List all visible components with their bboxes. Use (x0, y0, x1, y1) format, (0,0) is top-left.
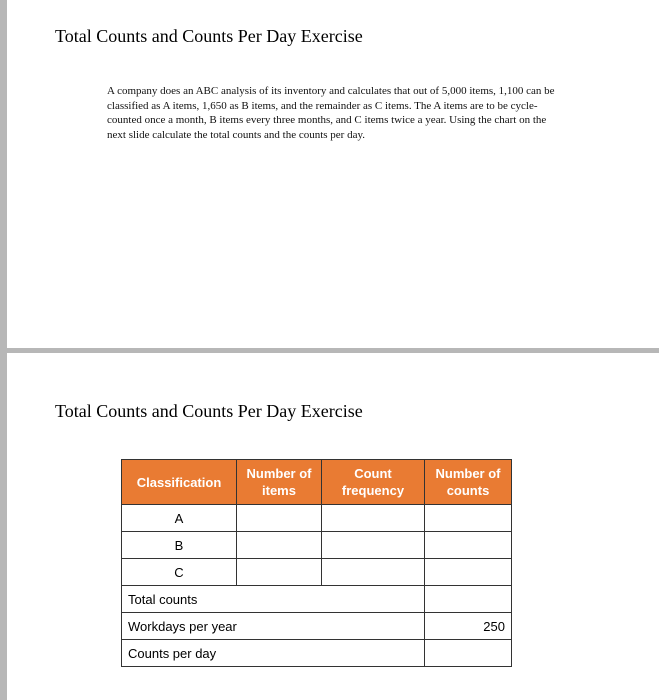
c-items-cell (237, 559, 322, 586)
header-count-frequency: Count frequency (322, 460, 425, 505)
workdays-value: 250 (425, 613, 512, 640)
b-counts-cell (425, 532, 512, 559)
header-number-of-items: Number of items (237, 460, 322, 505)
header-classification: Classification (122, 460, 237, 505)
table-row-b (122, 532, 512, 559)
a-counts-cell (425, 505, 512, 532)
table-row-a (122, 505, 512, 532)
a-frequency-cell (322, 505, 425, 532)
b-items-cell (237, 532, 322, 559)
header-number-of-counts: Number of counts (425, 460, 512, 505)
slide-1 (7, 0, 659, 348)
table-row-counts-per-day (122, 640, 512, 667)
c-counts-cell (425, 559, 512, 586)
total-counts-value (425, 586, 512, 613)
table-header-row (122, 460, 512, 505)
slide-2 (7, 353, 659, 700)
counts-per-day-value (425, 640, 512, 667)
counts-per-day-label: Counts per day (122, 640, 425, 667)
a-items-cell (237, 505, 322, 532)
b-frequency-cell (322, 532, 425, 559)
c-frequency-cell (322, 559, 425, 586)
workdays-label: Workdays per year (122, 613, 425, 640)
exercise-description: A company does an ABC analysis of its inventory and calculates that out of 5,000 items, 1,100 can be classified as A items, 1,650 as B items, and the remainder as C items. The A items are to be cycle-counted once a month, B items every three months, and C items twice a year. Using the chart on the next slide calculate the total counts and the counts per day. (107, 85, 555, 141)
counts-table (121, 459, 512, 667)
slide-1-title: Total Counts and Counts Per Day Exercise (55, 26, 363, 46)
class-a-cell: A (122, 505, 237, 532)
table-row-workdays (122, 613, 512, 640)
slide-2-title: Total Counts and Counts Per Day Exercise (55, 401, 363, 421)
table-row-total-counts (122, 586, 512, 613)
class-b-cell: B (122, 532, 237, 559)
table-row-c (122, 559, 512, 586)
class-c-cell: C (122, 559, 237, 586)
total-counts-label: Total counts (122, 586, 425, 613)
